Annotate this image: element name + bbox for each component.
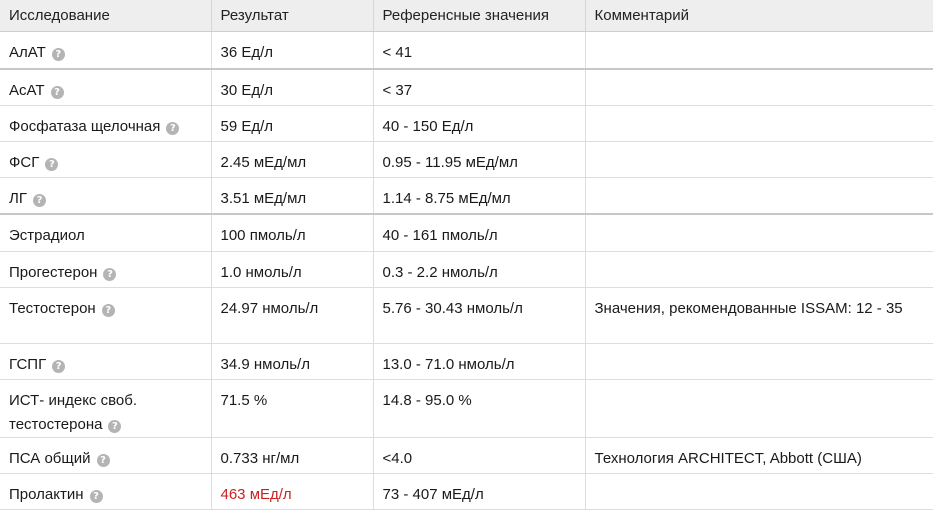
- test-name: Тестостерон: [9, 300, 96, 317]
- test-name: ГСПГ: [9, 356, 47, 373]
- comment-cell: [585, 32, 933, 70]
- test-name-cell: [0, 438, 211, 474]
- header-comment: Комментарий: [585, 0, 933, 32]
- reference-cell: < 37: [373, 69, 585, 106]
- comment-cell: [585, 178, 933, 215]
- question-circle-icon[interactable]: ?: [108, 420, 121, 433]
- result-cell: 0.733 нг/мл: [211, 438, 373, 474]
- test-name-cell: [0, 288, 211, 344]
- test-name-cell: [0, 106, 211, 142]
- question-circle-icon[interactable]: ?: [166, 122, 179, 135]
- comment-cell: Значения, рекомендованные ISSAM: 12 - 35: [585, 288, 933, 344]
- table-row: [0, 288, 933, 344]
- header-row: [0, 0, 933, 32]
- reference-cell: 14.8 - 95.0 %: [373, 380, 585, 438]
- header-reference: Референсные значения: [373, 0, 585, 32]
- question-circle-icon[interactable]: ?: [97, 454, 110, 467]
- comment-cell: [585, 380, 933, 438]
- result-cell: 34.9 нмоль/л: [211, 344, 373, 380]
- table-row: [0, 380, 933, 438]
- question-circle-icon[interactable]: ?: [103, 268, 116, 281]
- reference-cell: 5.76 - 30.43 нмоль/л: [373, 288, 585, 344]
- result-cell: 100 пмоль/л: [211, 214, 373, 252]
- table-row: [0, 69, 933, 106]
- result-cell: 2.45 мЕд/мл: [211, 142, 373, 178]
- result-cell: 30 Ед/л: [211, 69, 373, 106]
- test-name: Эстрадиол: [9, 227, 85, 244]
- test-name-cell: [0, 252, 211, 288]
- test-name: АсАТ: [9, 82, 45, 99]
- question-circle-icon[interactable]: ?: [52, 48, 65, 61]
- test-name: ПСА общий: [9, 450, 91, 467]
- test-name-cell: [0, 474, 211, 510]
- table-row: [0, 214, 933, 252]
- reference-cell: 13.0 - 71.0 нмоль/л: [373, 344, 585, 380]
- table-row: [0, 106, 933, 142]
- comment-cell: [585, 214, 933, 252]
- comment-cell: [585, 106, 933, 142]
- comment-cell: [585, 252, 933, 288]
- test-name-cell: [0, 32, 211, 70]
- test-name: ФСГ: [9, 154, 40, 171]
- result-cell: 36 Ед/л: [211, 32, 373, 70]
- header-test: Исследование: [0, 0, 211, 32]
- table-row: [0, 178, 933, 215]
- header-result: Результат: [211, 0, 373, 32]
- test-name-cell: [0, 344, 211, 380]
- table-header: [0, 0, 933, 32]
- table-row: [0, 438, 933, 474]
- comment-cell: Технология ARCHITECT, Abbott (США): [585, 438, 933, 474]
- question-circle-icon[interactable]: ?: [90, 490, 103, 503]
- table-row: [0, 474, 933, 510]
- test-name: Прогестерон: [9, 264, 98, 281]
- reference-cell: 40 - 150 Ед/л: [373, 106, 585, 142]
- reference-cell: < 41: [373, 32, 585, 70]
- reference-cell: 73 - 407 мЕд/л: [373, 474, 585, 510]
- question-circle-icon[interactable]: ?: [33, 194, 46, 207]
- test-name-cell: [0, 380, 211, 438]
- result-cell: 59 Ед/л: [211, 106, 373, 142]
- comment-cell: [585, 344, 933, 380]
- table-body: [0, 32, 933, 510]
- result-cell: 3.51 мЕд/мл: [211, 178, 373, 215]
- test-name-cell: [0, 178, 211, 215]
- reference-cell: 0.95 - 11.95 мЕд/мл: [373, 142, 585, 178]
- question-circle-icon[interactable]: ?: [52, 360, 65, 373]
- table-row: [0, 344, 933, 380]
- test-name: Фосфатаза щелочная: [9, 118, 161, 135]
- table-row: [0, 252, 933, 288]
- test-name-cell: [0, 69, 211, 106]
- test-name: ИСТ- индекс своб. тестостерона: [9, 392, 137, 433]
- reference-cell: <4.0: [373, 438, 585, 474]
- reference-cell: 1.14 - 8.75 мЕд/мл: [373, 178, 585, 215]
- test-name-cell: [0, 142, 211, 178]
- reference-cell: 0.3 - 2.2 нмоль/л: [373, 252, 585, 288]
- test-name: АлАТ: [9, 44, 46, 61]
- result-cell: 1.0 нмоль/л: [211, 252, 373, 288]
- question-circle-icon[interactable]: ?: [102, 304, 115, 317]
- test-name: ЛГ: [9, 190, 27, 207]
- question-circle-icon[interactable]: ?: [45, 158, 58, 171]
- result-cell-out-of-range: 463 мЕд/л: [211, 474, 373, 510]
- test-name: Пролактин: [9, 486, 84, 503]
- comment-cell: [585, 69, 933, 106]
- table-row: [0, 142, 933, 178]
- table-row: [0, 32, 933, 70]
- question-circle-icon[interactable]: ?: [51, 86, 64, 99]
- result-cell: 71.5 %: [211, 380, 373, 438]
- reference-cell: 40 - 161 пмоль/л: [373, 214, 585, 252]
- comment-cell: [585, 142, 933, 178]
- comment-cell: [585, 474, 933, 510]
- result-cell: 24.97 нмоль/л: [211, 288, 373, 344]
- test-name-cell: [0, 214, 211, 252]
